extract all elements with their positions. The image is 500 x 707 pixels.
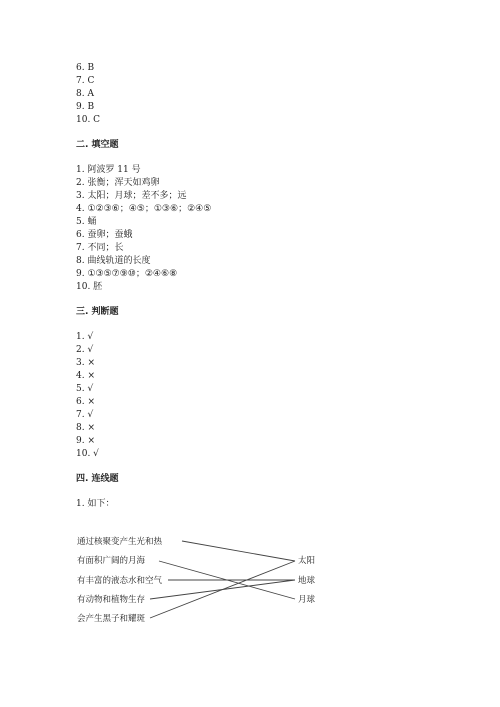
match-right-item: 地球 bbox=[298, 576, 316, 586]
match-left-item: 会产生黑子和耀斑 bbox=[77, 614, 146, 624]
match-right-item: 太阳 bbox=[298, 556, 316, 566]
match-left-item: 通过核聚变产生光和热 bbox=[77, 537, 163, 547]
match-left-item: 有丰富的液态水和空气 bbox=[77, 576, 163, 586]
judge-answer-1: 1. √ bbox=[76, 332, 94, 342]
judge-answer-9: 9. × bbox=[76, 436, 95, 446]
judge-answer-10: 10. √ bbox=[76, 449, 99, 459]
judge-answer-6: 6. × bbox=[76, 397, 95, 407]
fill-answer-6: 6. 蚕卵；蚕蛾 bbox=[76, 230, 133, 240]
fill-answer-5: 5. 蛹 bbox=[76, 217, 97, 227]
judge-answer-4: 4. × bbox=[76, 371, 95, 381]
choice-answer-9: 9. B bbox=[76, 102, 95, 112]
match-left-item: 有动物和植物生存 bbox=[77, 595, 146, 605]
match-right-item: 月球 bbox=[298, 595, 316, 605]
judge-answer-2: 2. √ bbox=[76, 345, 94, 355]
fill-answer-8: 8. 曲线轨道的长度 bbox=[76, 256, 151, 266]
match-intro: 1. 如下： bbox=[76, 499, 115, 509]
fill-answer-1: 1. 阿波罗 11 号 bbox=[76, 165, 141, 175]
judge-answer-5: 5. √ bbox=[76, 384, 94, 394]
fill-answer-10: 10. 胚 bbox=[76, 282, 103, 292]
fill-answer-7: 7. 不同；长 bbox=[76, 243, 124, 253]
fill-answer-3: 3. 太阳；月球；差不多；远 bbox=[76, 191, 187, 201]
match-connector-line bbox=[150, 561, 295, 618]
match-left-item: 有面积广阔的月海 bbox=[77, 556, 146, 566]
fill-answer-2: 2. 张衡；浑天如鸡卵 bbox=[76, 178, 160, 188]
judge-answer-7: 7. √ bbox=[76, 410, 94, 420]
choice-answer-6: 6. B bbox=[76, 63, 95, 73]
judge-answer-3: 3. × bbox=[76, 358, 95, 368]
fill-answer-4: 4. ①②③⑥；④⑤；①③⑥；②④⑤ bbox=[76, 204, 212, 214]
fill-answer-9: 9. ①③⑤⑦⑨⑩；②④⑥⑧ bbox=[76, 269, 178, 279]
judge-section-title: 三. 判断题 bbox=[76, 307, 119, 317]
choice-answer-8: 8. A bbox=[76, 89, 94, 99]
judge-answer-8: 8. × bbox=[76, 423, 95, 433]
match-connector-line bbox=[182, 541, 295, 561]
fill-section-title: 二. 填空题 bbox=[76, 140, 119, 150]
choice-answer-7: 7. C bbox=[76, 76, 95, 86]
choice-answer-10: 10. C bbox=[76, 115, 101, 125]
match-section-title: 四. 连线题 bbox=[76, 474, 119, 484]
